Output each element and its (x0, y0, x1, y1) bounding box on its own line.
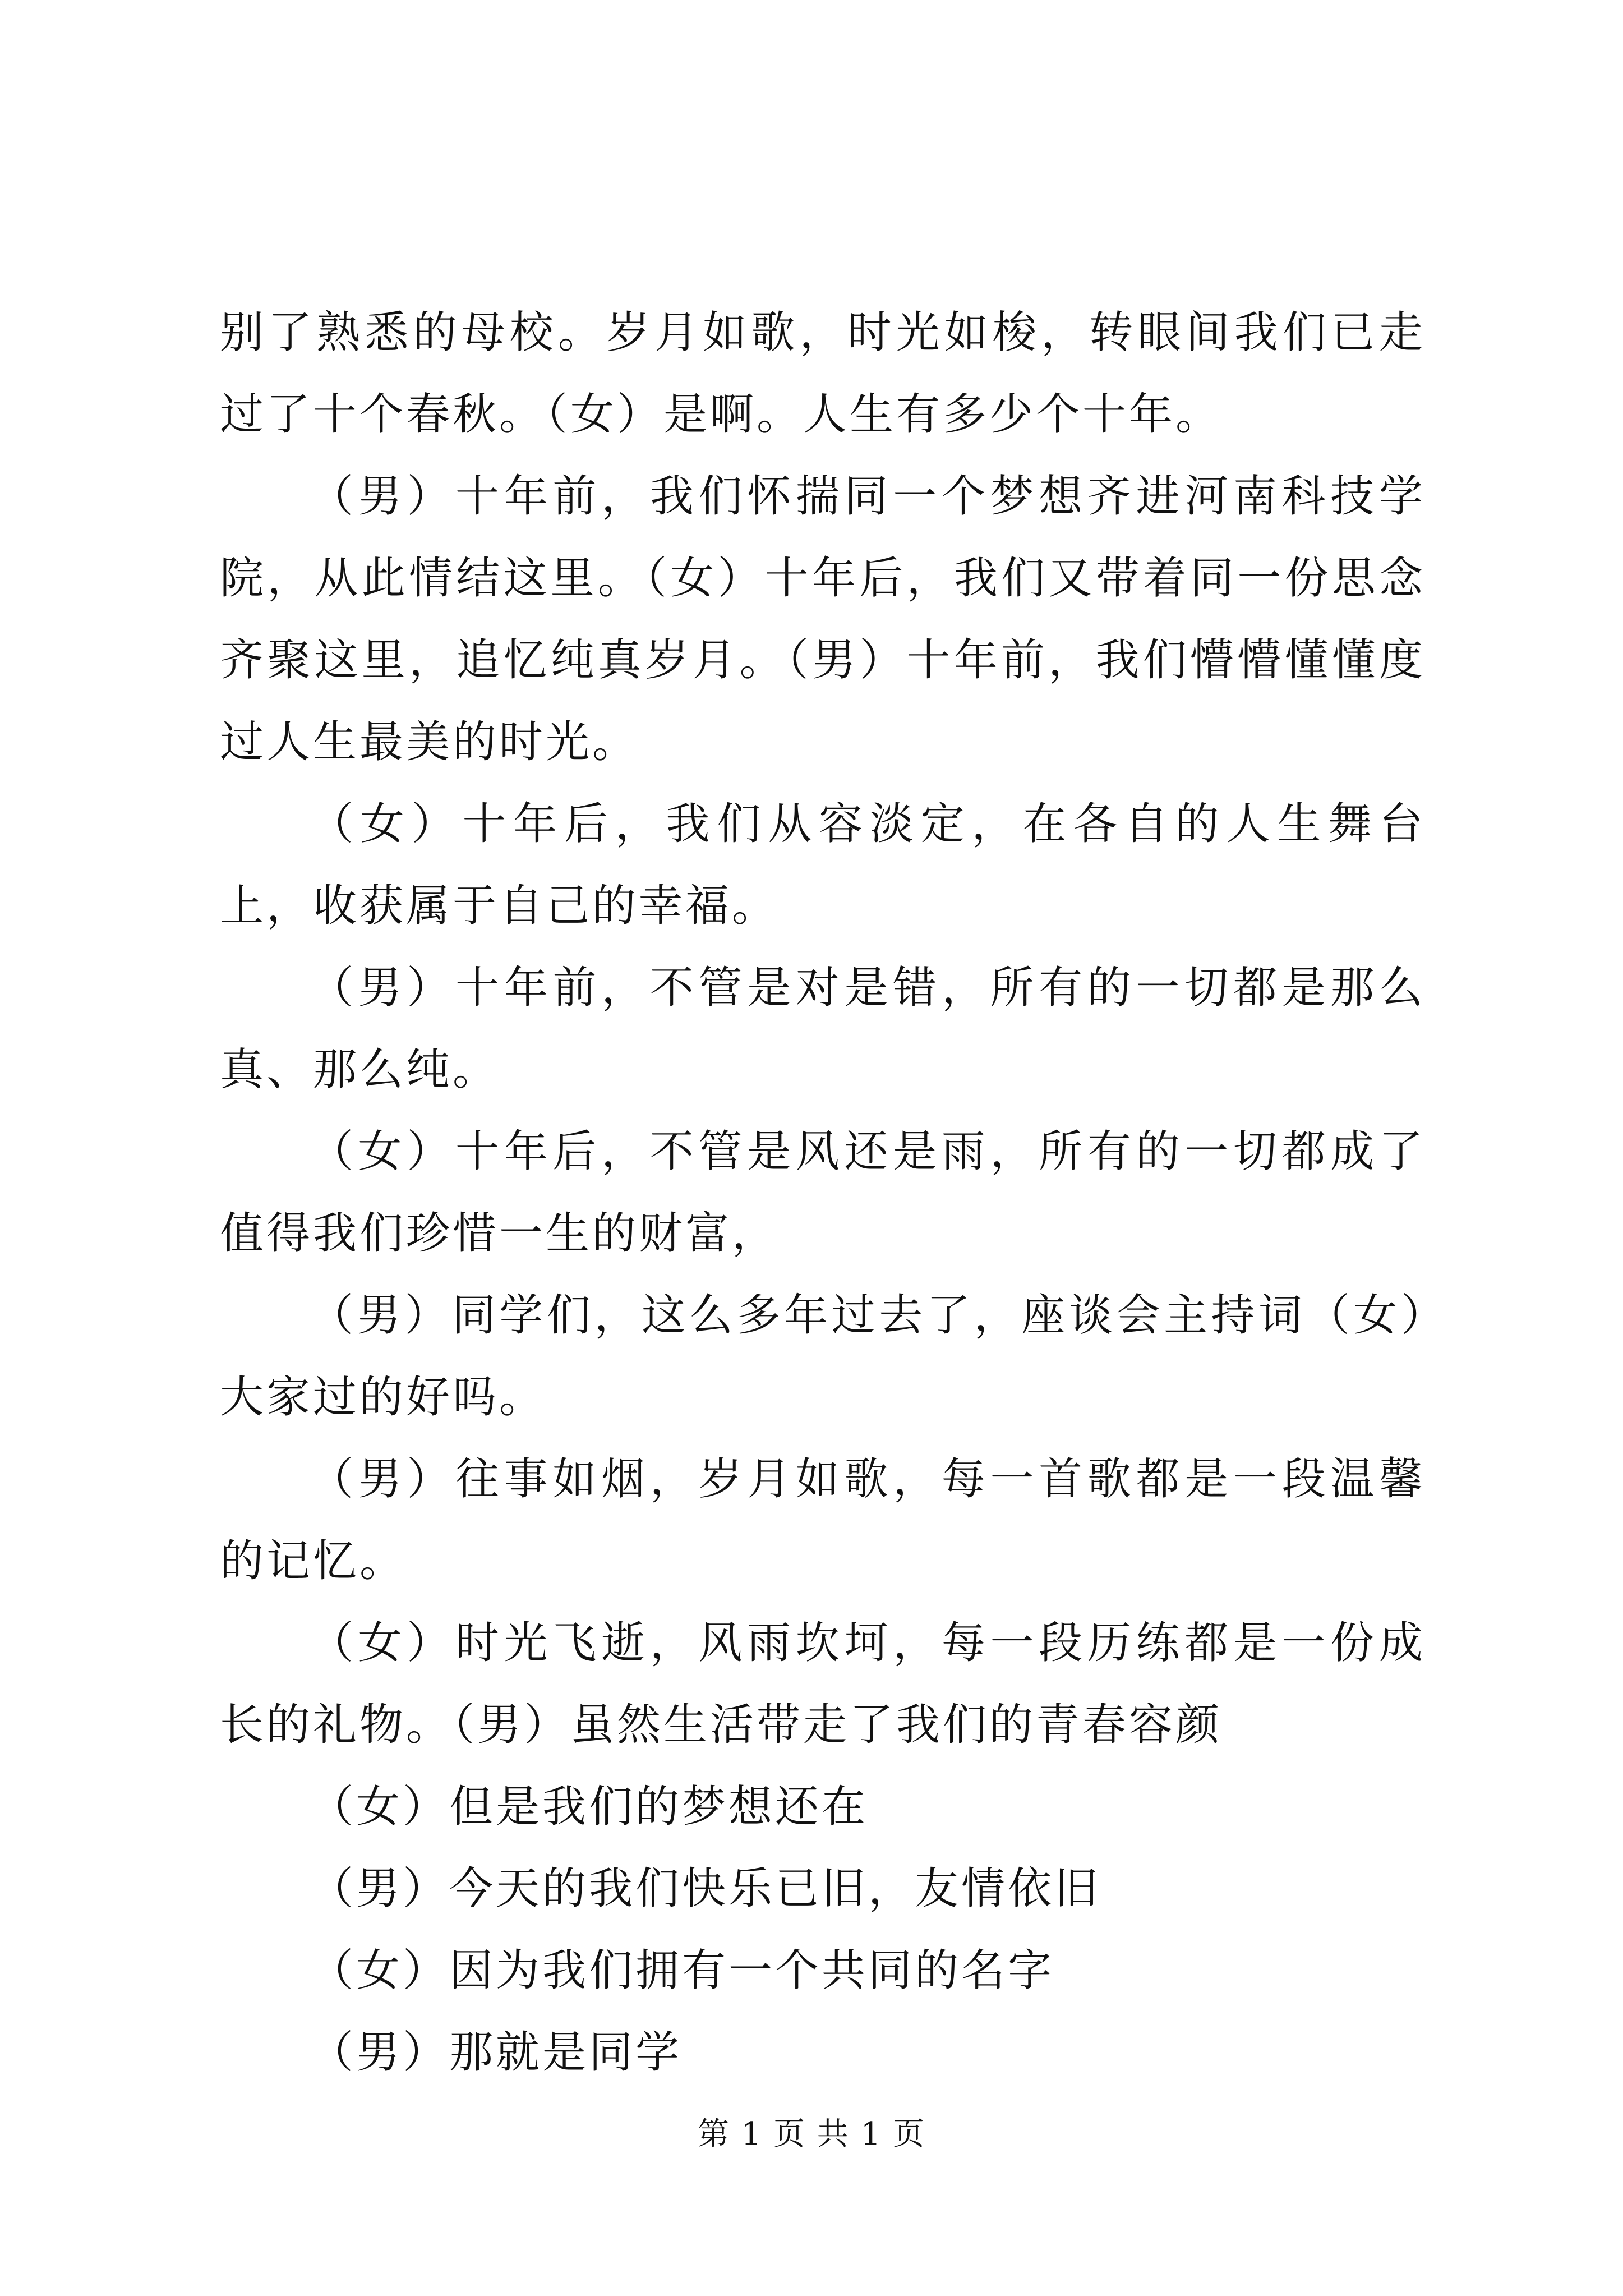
paragraph: （女）十年后，我们从容淡定，在各自的人生舞台上，收获属于自己的幸福。 (220, 799, 1426, 931)
document-body (220, 292, 1426, 2093)
paragraph: （男）十年前，我们怀揣同一个梦想齐进河南科技学院，从此情结这里。（女）十年后，我们又带着同一份思念齐聚这里，追忆纯真岁月。（男）十年前，我们懵懵懂懂度过人生最美的时光。 (220, 471, 1426, 767)
paragraph: （女）因为我们拥有一个共同的名字 (310, 1945, 1055, 1996)
paragraph: （女）但是我们的梦想还在 (310, 1782, 869, 1832)
page-number-footer: 第 1 页 共 1 页 (697, 2116, 926, 2152)
paragraph: （男）今天的我们快乐已旧，友情依旧 (310, 1864, 1101, 1914)
paragraph: （男）同学们，这么多年过去了，座谈会主持词（女）大家过的好吗。 (220, 1290, 1426, 1423)
paragraph: （男）那就是同学 (310, 2027, 683, 2078)
paragraph: （男）十年前，不管是对是错，所有的一切都是那么真、那么纯。 (220, 963, 1426, 1095)
paragraph: （女）时光飞逝，风雨坎坷，每一段历练都是一份成长的礼物。（男）虽然生活带走了我们的青春容颜 (220, 1618, 1426, 1750)
paragraph: （女）十年后，不管是风还是雨，所有的一切都成了值得我们珍惜一生的财富， (220, 1126, 1426, 1259)
paragraph: （男）往事如烟，岁月如歌，每一首歌都是一段温馨的记忆。 (220, 1454, 1426, 1586)
paragraph: 别了熟悉的母校。岁月如歌，时光如梭，转眼间我们已走过了十个春秋。（女）是啊。人生有多少个十年。 (220, 307, 1426, 440)
